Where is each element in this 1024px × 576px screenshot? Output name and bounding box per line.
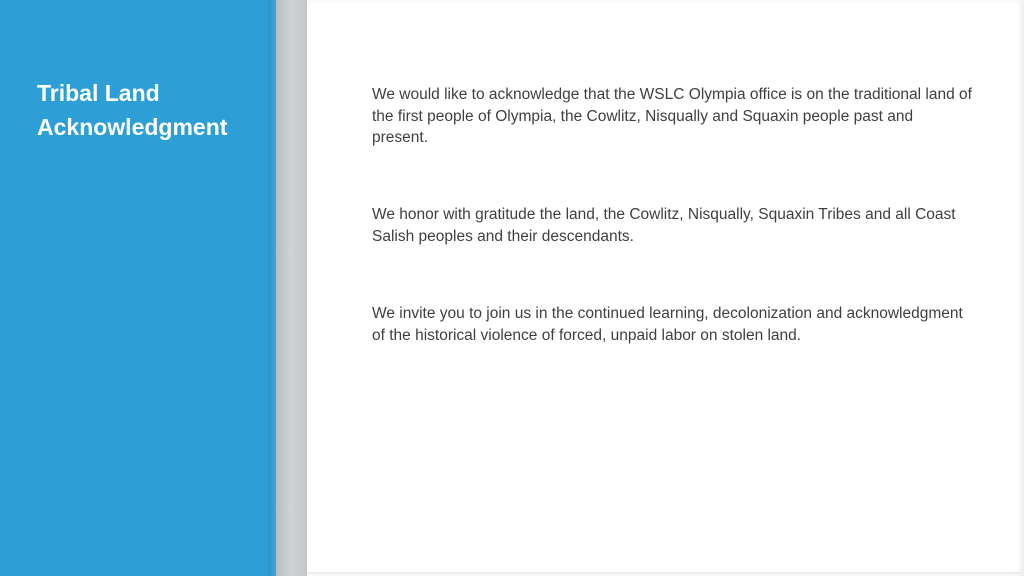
invitation-paragraph: We invite you to join us in the continued learning, decolonization and acknowledgment of the historical violence of forced, unpaid labor on stolen land. bbox=[372, 305, 963, 344]
title-panel-edge bbox=[268, 0, 276, 576]
slide-title: Tribal Land Acknowledgment bbox=[37, 80, 228, 140]
divider-band bbox=[276, 0, 307, 576]
acknowledgment-paragraph: We would like to acknowledge that the WSLC Olympia office is on the traditional land of the first people of Olympia, the Cowlitz, Nisqually and Squaxin people past and present. bbox=[372, 86, 972, 146]
bottom-divider bbox=[307, 572, 1024, 574]
gratitude-paragraph: We honor with gratitude the land, the Cowlitz, Nisqually, Squaxin Tribes and all Coast Salish peoples and their descendants. bbox=[372, 206, 956, 245]
